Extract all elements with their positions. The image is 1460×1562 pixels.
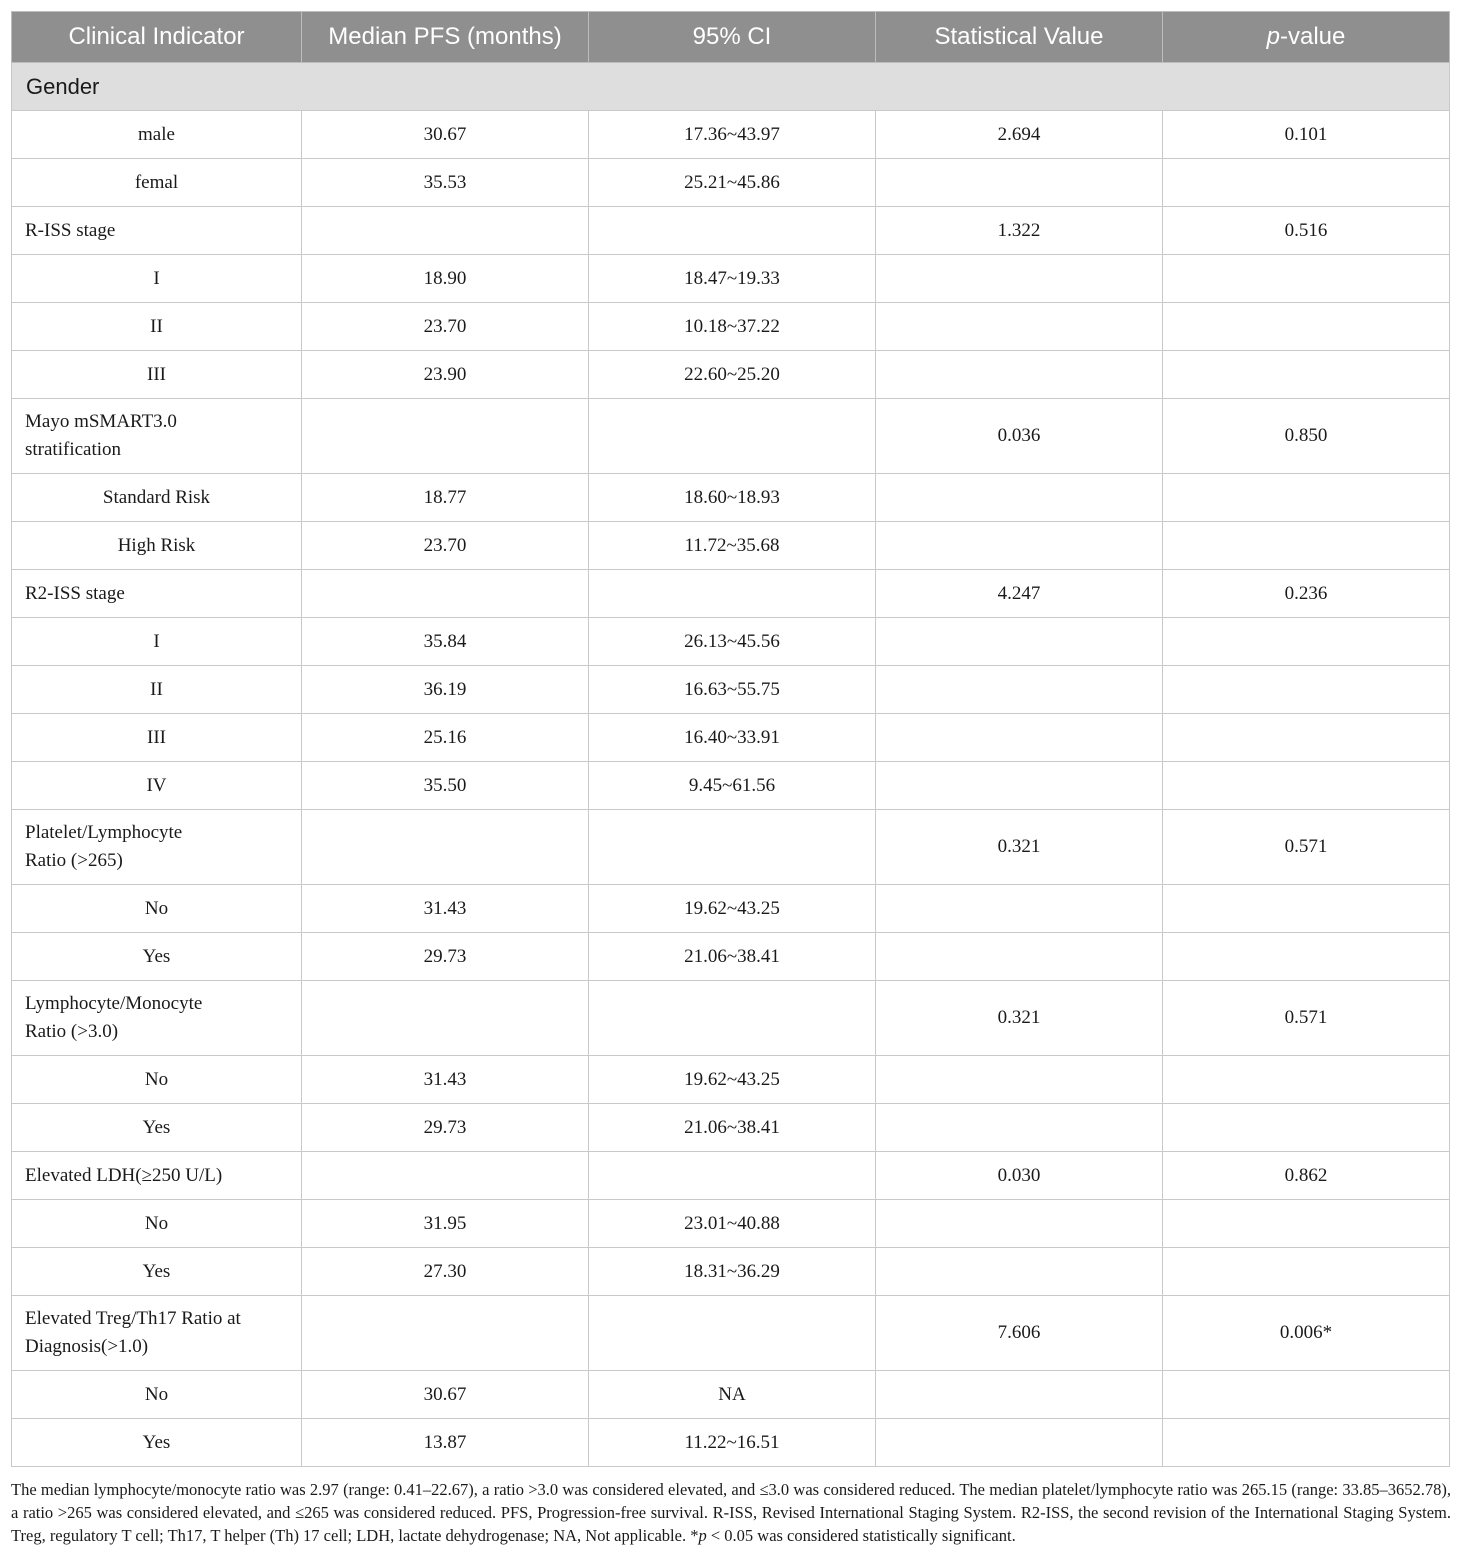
header-p-value bbox=[1163, 12, 1450, 63]
ci-cell bbox=[589, 1152, 876, 1200]
section-label: Gender bbox=[12, 63, 1450, 111]
median-pfs-cell: 30.67 bbox=[302, 111, 589, 159]
statistical-value-cell: 7.606 bbox=[876, 1296, 1163, 1371]
row-label: male bbox=[12, 111, 302, 159]
p-value-cell bbox=[1163, 159, 1450, 207]
median-pfs-cell: 23.70 bbox=[302, 522, 589, 570]
p-value-cell bbox=[1163, 762, 1450, 810]
row-label: Elevated Treg/Th17 Ratio at Diagnosis(>1.0) bbox=[12, 1296, 302, 1371]
median-pfs-cell: 18.90 bbox=[302, 255, 589, 303]
p-value-cell bbox=[1163, 1056, 1450, 1104]
row-label: High Risk bbox=[12, 522, 302, 570]
table-row bbox=[12, 1248, 1450, 1296]
ci-cell: 22.60~25.20 bbox=[589, 351, 876, 399]
p-value-cell bbox=[1163, 474, 1450, 522]
median-pfs-cell: 35.50 bbox=[302, 762, 589, 810]
ci-cell: 16.63~55.75 bbox=[589, 666, 876, 714]
header-statistical-value: Statistical Value bbox=[876, 12, 1163, 63]
median-pfs-cell: 29.73 bbox=[302, 1104, 589, 1152]
statistical-value-cell: 1.322 bbox=[876, 207, 1163, 255]
table-row bbox=[12, 1056, 1450, 1104]
ci-cell: 11.22~16.51 bbox=[589, 1419, 876, 1467]
median-pfs-cell bbox=[302, 1296, 589, 1371]
statistical-value-cell: 4.247 bbox=[876, 570, 1163, 618]
table-row bbox=[12, 207, 1450, 255]
statistical-value-cell bbox=[876, 885, 1163, 933]
ci-cell bbox=[589, 810, 876, 885]
row-label: IV bbox=[12, 762, 302, 810]
median-pfs-cell bbox=[302, 810, 589, 885]
statistical-value-cell bbox=[876, 1419, 1163, 1467]
ci-cell: 19.62~43.25 bbox=[589, 885, 876, 933]
ci-cell: 16.40~33.91 bbox=[589, 714, 876, 762]
row-label: Yes bbox=[12, 1419, 302, 1467]
p-value-cell bbox=[1163, 303, 1450, 351]
statistical-value-cell bbox=[876, 522, 1163, 570]
statistical-value-cell bbox=[876, 666, 1163, 714]
median-pfs-cell: 23.90 bbox=[302, 351, 589, 399]
p-value-cell: 0.862 bbox=[1163, 1152, 1450, 1200]
median-pfs-cell bbox=[302, 399, 589, 474]
p-value-cell: 0.571 bbox=[1163, 981, 1450, 1056]
row-label: Yes bbox=[12, 933, 302, 981]
table-row bbox=[12, 159, 1450, 207]
row-label: Platelet/Lymphocyte Ratio (>265) bbox=[12, 810, 302, 885]
p-value-cell bbox=[1163, 522, 1450, 570]
row-label: Standard Risk bbox=[12, 474, 302, 522]
row-label: II bbox=[12, 666, 302, 714]
p-value-cell bbox=[1163, 885, 1450, 933]
statistical-value-cell bbox=[876, 714, 1163, 762]
p-value-cell bbox=[1163, 933, 1450, 981]
row-label: No bbox=[12, 1056, 302, 1104]
p-value-cell bbox=[1163, 1248, 1450, 1296]
ci-cell bbox=[589, 1296, 876, 1371]
row-label: Yes bbox=[12, 1248, 302, 1296]
p-value-cell bbox=[1163, 618, 1450, 666]
row-label: No bbox=[12, 1371, 302, 1419]
statistical-value-cell: 0.036 bbox=[876, 399, 1163, 474]
header-p-italic: p bbox=[1266, 23, 1280, 50]
median-pfs-cell: 36.19 bbox=[302, 666, 589, 714]
ci-cell: 25.21~45.86 bbox=[589, 159, 876, 207]
table-row bbox=[12, 1371, 1450, 1419]
p-value-cell bbox=[1163, 351, 1450, 399]
footnote-p-italic: p bbox=[698, 1526, 707, 1545]
row-label: III bbox=[12, 351, 302, 399]
header-median-pfs: Median PFS (months) bbox=[302, 12, 589, 63]
statistical-value-cell bbox=[876, 1371, 1163, 1419]
statistical-value-cell bbox=[876, 762, 1163, 810]
statistical-value-cell bbox=[876, 618, 1163, 666]
median-pfs-cell: 13.87 bbox=[302, 1419, 589, 1467]
ci-cell: 11.72~35.68 bbox=[589, 522, 876, 570]
ci-cell: 18.60~18.93 bbox=[589, 474, 876, 522]
header-row bbox=[12, 12, 1450, 63]
row-label: Yes bbox=[12, 1104, 302, 1152]
ci-cell: 23.01~40.88 bbox=[589, 1200, 876, 1248]
p-value-cell: 0.850 bbox=[1163, 399, 1450, 474]
p-value-cell bbox=[1163, 1371, 1450, 1419]
median-pfs-cell: 25.16 bbox=[302, 714, 589, 762]
median-pfs-cell: 18.77 bbox=[302, 474, 589, 522]
ci-cell: NA bbox=[589, 1371, 876, 1419]
row-label: Mayo mSMART3.0 stratification bbox=[12, 399, 302, 474]
table-row bbox=[12, 255, 1450, 303]
ci-cell: 9.45~61.56 bbox=[589, 762, 876, 810]
median-pfs-cell: 31.43 bbox=[302, 1056, 589, 1104]
p-value-cell: 0.236 bbox=[1163, 570, 1450, 618]
table-row bbox=[12, 1104, 1450, 1152]
table-row bbox=[12, 111, 1450, 159]
median-pfs-cell: 27.30 bbox=[302, 1248, 589, 1296]
header-95-ci: 95% CI bbox=[589, 12, 876, 63]
ci-cell: 21.06~38.41 bbox=[589, 1104, 876, 1152]
statistical-value-cell bbox=[876, 351, 1163, 399]
statistical-value-cell bbox=[876, 159, 1163, 207]
median-pfs-cell bbox=[302, 981, 589, 1056]
table-footnote bbox=[11, 1478, 1451, 1547]
statistical-value-cell bbox=[876, 303, 1163, 351]
row-label: R-ISS stage bbox=[12, 207, 302, 255]
median-pfs-cell: 30.67 bbox=[302, 1371, 589, 1419]
ci-cell: 10.18~37.22 bbox=[589, 303, 876, 351]
ci-cell bbox=[589, 207, 876, 255]
p-value-cell: 0.571 bbox=[1163, 810, 1450, 885]
table-row bbox=[12, 474, 1450, 522]
table-row bbox=[12, 666, 1450, 714]
section-row-gender bbox=[12, 63, 1450, 111]
table-row bbox=[12, 522, 1450, 570]
median-pfs-cell: 31.43 bbox=[302, 885, 589, 933]
table-row bbox=[12, 1152, 1450, 1200]
median-pfs-cell: 35.84 bbox=[302, 618, 589, 666]
p-value-cell bbox=[1163, 666, 1450, 714]
statistical-value-cell: 0.321 bbox=[876, 981, 1163, 1056]
footnote-main: The median lymphocyte/monocyte ratio was 2.97 (range: 0.41–22.67), a ratio >3.0 was considered elevated, and ≤3.0 was considered reduced. The median platelet/lymphocyte ratio was 265.15 (range: 33.85–3652.78), a ratio >265 was considered elevated, and ≤265 was considered reduced. PFS, Progression-free survival. R-ISS, Revised International Staging System. R2-ISS, the second revision of the International Staging System. Treg, regulatory T cell; Th17, T helper (Th) 17 cell; LDH, lactate dehydrogenase; NA, Not applicable. * bbox=[11, 1480, 1451, 1545]
table-row bbox=[12, 399, 1450, 474]
ci-cell: 17.36~43.97 bbox=[589, 111, 876, 159]
row-label: I bbox=[12, 255, 302, 303]
row-label: I bbox=[12, 618, 302, 666]
row-label: femal bbox=[12, 159, 302, 207]
median-pfs-cell: 23.70 bbox=[302, 303, 589, 351]
statistical-value-cell: 2.694 bbox=[876, 111, 1163, 159]
median-pfs-cell bbox=[302, 207, 589, 255]
p-value-cell bbox=[1163, 255, 1450, 303]
p-value-cell bbox=[1163, 1104, 1450, 1152]
median-pfs-cell: 31.95 bbox=[302, 1200, 589, 1248]
header-p-rest: -value bbox=[1279, 23, 1346, 50]
row-label: No bbox=[12, 1200, 302, 1248]
row-label: Elevated LDH(≥250 U/L) bbox=[12, 1152, 302, 1200]
p-value-cell bbox=[1163, 1419, 1450, 1467]
statistical-value-cell bbox=[876, 474, 1163, 522]
footnote-text bbox=[11, 1478, 1451, 1547]
table-row bbox=[12, 810, 1450, 885]
p-value-cell bbox=[1163, 714, 1450, 762]
row-label: II bbox=[12, 303, 302, 351]
table-row bbox=[12, 351, 1450, 399]
median-pfs-cell: 35.53 bbox=[302, 159, 589, 207]
statistical-value-cell bbox=[876, 1248, 1163, 1296]
median-pfs-cell: 29.73 bbox=[302, 933, 589, 981]
ci-cell: 21.06~38.41 bbox=[589, 933, 876, 981]
p-value-cell: 0.516 bbox=[1163, 207, 1450, 255]
table-row bbox=[12, 303, 1450, 351]
row-label: R2-ISS stage bbox=[12, 570, 302, 618]
row-label: No bbox=[12, 885, 302, 933]
statistical-value-cell: 0.321 bbox=[876, 810, 1163, 885]
p-value-cell: 0.101 bbox=[1163, 111, 1450, 159]
footnote-tail: < 0.05 was considered statistically significant. bbox=[706, 1526, 1016, 1545]
table-row bbox=[12, 570, 1450, 618]
statistical-value-cell bbox=[876, 1200, 1163, 1248]
p-value-cell: 0.006* bbox=[1163, 1296, 1450, 1371]
table-row bbox=[12, 714, 1450, 762]
table-row bbox=[12, 1200, 1450, 1248]
row-label: III bbox=[12, 714, 302, 762]
table-row bbox=[12, 762, 1450, 810]
pfs-table bbox=[11, 11, 1450, 1467]
ci-cell: 19.62~43.25 bbox=[589, 1056, 876, 1104]
table-row bbox=[12, 981, 1450, 1056]
header-clinical-indicator: Clinical Indicator bbox=[12, 12, 302, 63]
ci-cell bbox=[589, 399, 876, 474]
ci-cell bbox=[589, 981, 876, 1056]
p-value-cell bbox=[1163, 1200, 1450, 1248]
statistical-value-cell: 0.030 bbox=[876, 1152, 1163, 1200]
table-row bbox=[12, 1419, 1450, 1467]
ci-cell: 26.13~45.56 bbox=[589, 618, 876, 666]
table-row bbox=[12, 618, 1450, 666]
statistical-value-cell bbox=[876, 933, 1163, 981]
statistical-value-cell bbox=[876, 1104, 1163, 1152]
table-row bbox=[12, 933, 1450, 981]
row-label: Lymphocyte/Monocyte Ratio (>3.0) bbox=[12, 981, 302, 1056]
table-row bbox=[12, 885, 1450, 933]
median-pfs-cell bbox=[302, 1152, 589, 1200]
statistical-value-cell bbox=[876, 255, 1163, 303]
ci-cell bbox=[589, 570, 876, 618]
ci-cell: 18.47~19.33 bbox=[589, 255, 876, 303]
ci-cell: 18.31~36.29 bbox=[589, 1248, 876, 1296]
table-row bbox=[12, 1296, 1450, 1371]
median-pfs-cell bbox=[302, 570, 589, 618]
statistical-value-cell bbox=[876, 1056, 1163, 1104]
